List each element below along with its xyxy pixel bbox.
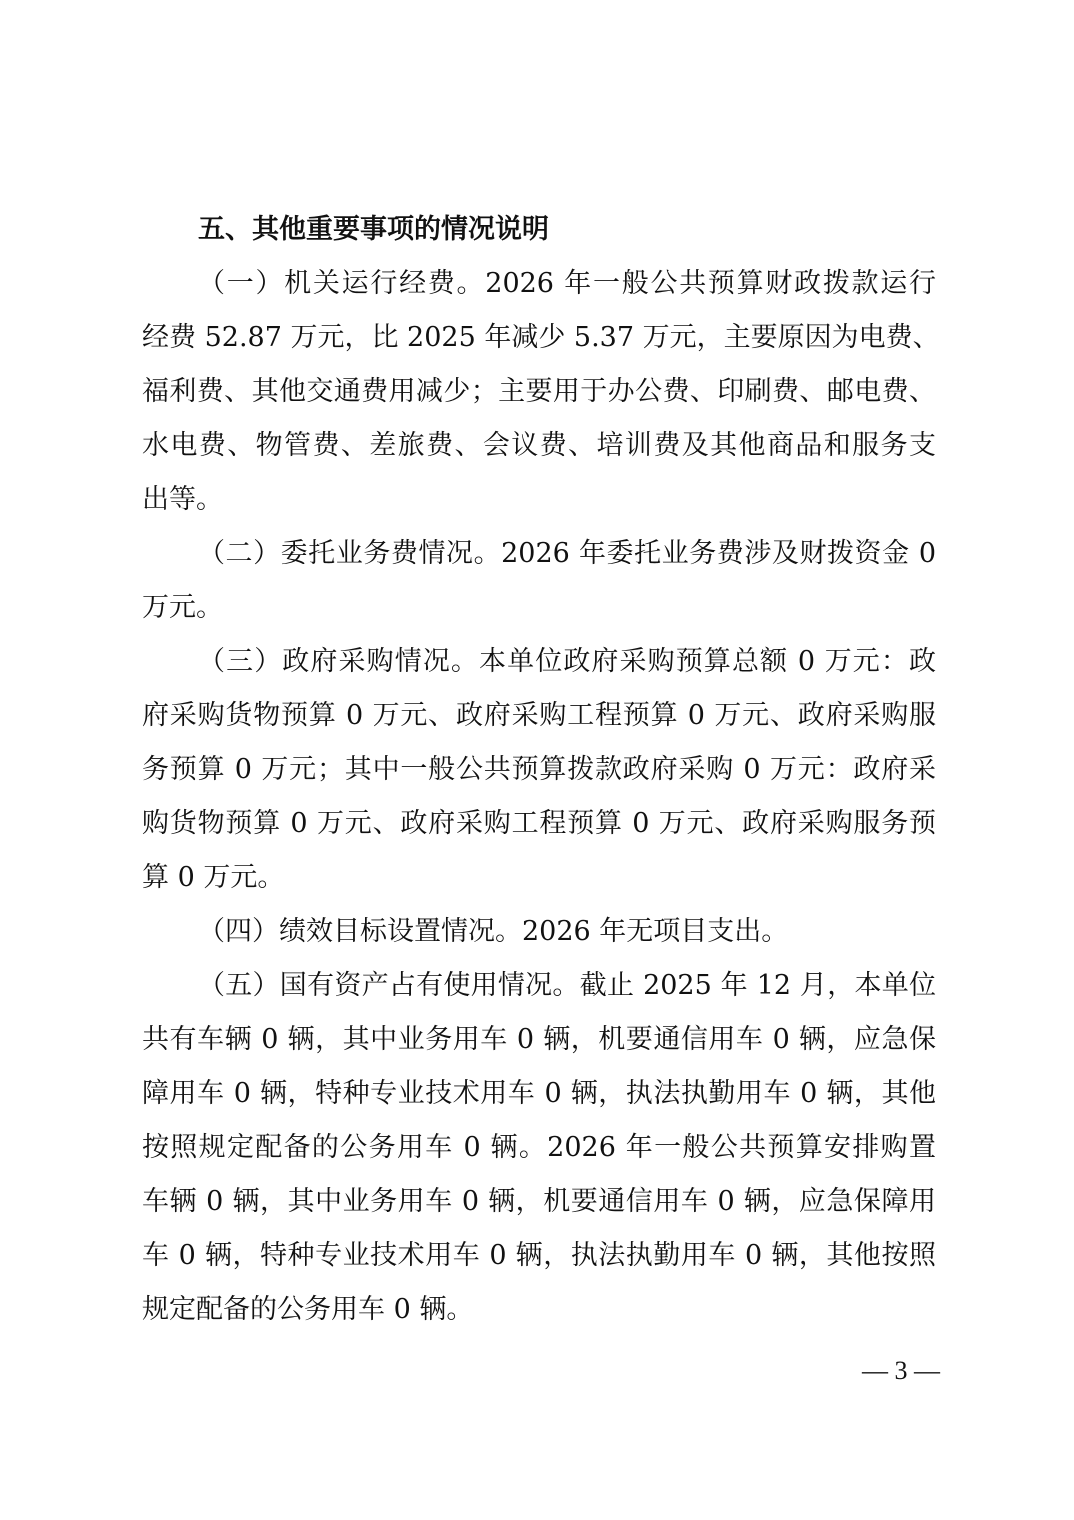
text-line: 出等。 — [142, 484, 223, 515]
text-line: （四）绩效目标设置情况。2026 年无项目支出。 — [198, 916, 789, 947]
paragraph-state-assets — [142, 959, 936, 1337]
text-line: 车辆 0 辆，其中业务用车 0 辆，机要通信用车 0 辆，应急保障用 — [142, 1186, 936, 1217]
document-body — [142, 203, 940, 1337]
text-line: 障用车 0 辆，特种专业技术用车 0 辆，执法执勤用车 0 辆，其他 — [142, 1078, 936, 1109]
page-number: — 3 — — [862, 1356, 940, 1385]
text-line: （三）政府采购情况。本单位政府采购预算总额 0 万元：政 — [198, 646, 936, 677]
text-line: 规定配备的公务用车 0 辆。 — [142, 1294, 474, 1325]
text-line: 共有车辆 0 辆，其中业务用车 0 辆，机要通信用车 0 辆，应急保 — [142, 1024, 936, 1055]
text-line: 府采购货物预算 0 万元、政府采购工程预算 0 万元、政府采购服 — [142, 700, 936, 731]
text-line: 购货物预算 0 万元、政府采购工程预算 0 万元、政府采购服务预 — [142, 808, 936, 839]
paragraph-operating-expenses — [142, 257, 940, 527]
text-line: （二）委托业务费情况。2026 年委托业务费涉及财拨资金 0 — [198, 538, 936, 569]
paragraph-performance-targets — [142, 905, 936, 959]
text-line: 福利费、其他交通费用减少；主要用于办公费、印刷费、邮电费、 — [142, 376, 936, 407]
paragraph-commissioned-business — [142, 527, 936, 635]
paragraph-government-procurement — [142, 635, 936, 905]
text-line: （五）国有资产占有使用情况。截止 2025 年 12 月，本单位 — [198, 970, 936, 1001]
text-line: 车 0 辆，特种专业技术用车 0 辆，执法执勤用车 0 辆，其他按照 — [142, 1240, 936, 1271]
text-line: 万元。 — [142, 592, 223, 623]
text-line: （一）机关运行经费。2026 年一般公共预算财政拨款运行 — [198, 268, 936, 299]
section-heading: 五、其他重要事项的情况说明 — [198, 214, 549, 245]
text-line: 水电费、物管费、差旅费、会议费、培训费及其他商品和服务支 — [142, 430, 936, 461]
text-line: 经费 52.87 万元，比 2025 年减少 5.37 万元，主要原因为电费、 — [142, 322, 940, 353]
text-line: 算 0 万元。 — [142, 862, 285, 893]
text-line: 按照规定配备的公务用车 0 辆。2026 年一般公共预算安排购置 — [142, 1132, 936, 1163]
text-line: 务预算 0 万元；其中一般公共预算拨款政府采购 0 万元：政府采 — [142, 754, 936, 785]
